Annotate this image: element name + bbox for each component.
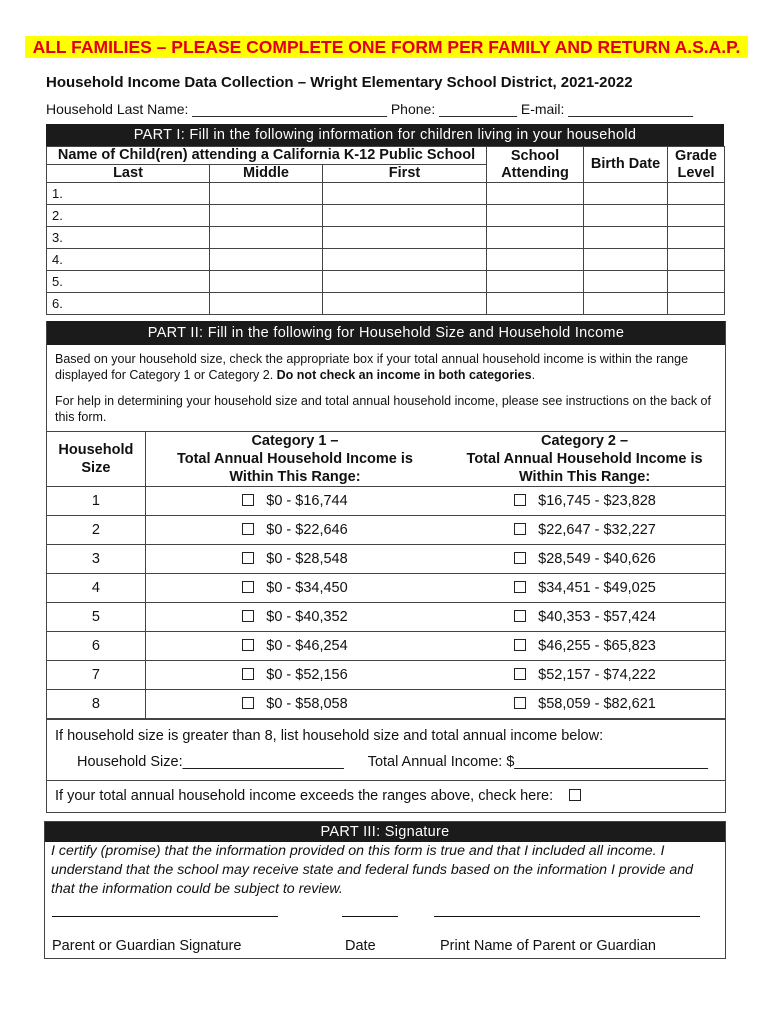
category2-checkbox[interactable] bbox=[514, 523, 526, 535]
income-row bbox=[47, 690, 725, 719]
category2-checkbox[interactable] bbox=[514, 697, 526, 709]
household-size-header: Household Size bbox=[47, 432, 145, 487]
income-row bbox=[47, 545, 725, 574]
instructions-warning: Do not check an income in both categories bbox=[276, 368, 532, 382]
birth-date-cell[interactable] bbox=[584, 249, 668, 271]
household-size-field[interactable]: Household Size:____________________ bbox=[77, 754, 344, 770]
category2-range: $46,255 - $65,823 bbox=[538, 638, 656, 654]
category2-option bbox=[444, 545, 725, 574]
grade-cell[interactable] bbox=[668, 227, 725, 249]
total-income-field[interactable]: Total Annual Income: $________________________ bbox=[367, 754, 708, 770]
school-cell[interactable] bbox=[487, 227, 584, 249]
name-group-header: Name of Child(ren) attending a California K-12 Public School bbox=[47, 147, 487, 165]
category1-range: $0 - $40,352 bbox=[266, 609, 348, 625]
category2-option bbox=[444, 603, 725, 632]
category2-subtitle: Total Annual Household Income is bbox=[466, 451, 703, 467]
print-name-label: Print Name of Parent or Guardian bbox=[440, 938, 656, 954]
birth-date-header: Birth Date bbox=[584, 147, 668, 183]
category2-range: $28,549 - $40,626 bbox=[538, 551, 656, 567]
income-row bbox=[47, 487, 725, 516]
exceeds-row bbox=[47, 780, 725, 812]
exceeds-checkbox[interactable] bbox=[569, 789, 581, 801]
instructions-paragraph bbox=[47, 345, 725, 383]
grade-cell[interactable] bbox=[668, 183, 725, 205]
category1-option bbox=[145, 545, 444, 574]
grade-cell[interactable] bbox=[668, 271, 725, 293]
category2-checkbox[interactable] bbox=[514, 610, 526, 622]
grade-cell[interactable] bbox=[668, 249, 725, 271]
child-row bbox=[47, 249, 725, 271]
category2-range: $22,647 - $32,227 bbox=[538, 522, 656, 538]
category1-option bbox=[145, 661, 444, 690]
income-table bbox=[47, 431, 725, 719]
child-row bbox=[47, 227, 725, 249]
child-last-cell[interactable] bbox=[47, 293, 210, 315]
grade-cell[interactable] bbox=[668, 205, 725, 227]
category1-range: $0 - $34,450 bbox=[266, 580, 348, 596]
child-first-cell[interactable] bbox=[323, 227, 487, 249]
date-label: Date bbox=[345, 938, 376, 954]
part2-header: PART II: Fill in the following for Household Size and Household Income bbox=[47, 321, 725, 345]
grade-cell[interactable] bbox=[668, 293, 725, 315]
category1-checkbox[interactable] bbox=[242, 552, 254, 564]
household-size-value: 4 bbox=[47, 574, 145, 603]
middle-name-header: Middle bbox=[210, 165, 323, 183]
category2-option bbox=[444, 690, 725, 719]
category1-option bbox=[145, 574, 444, 603]
category2-range: $58,059 - $82,621 bbox=[538, 696, 656, 712]
category1-title: Category 1 – bbox=[251, 433, 339, 449]
school-cell[interactable] bbox=[487, 205, 584, 227]
child-middle-cell[interactable] bbox=[210, 227, 323, 249]
child-middle-cell[interactable] bbox=[210, 205, 323, 227]
birth-date-cell[interactable] bbox=[584, 227, 668, 249]
signature-line[interactable] bbox=[52, 916, 278, 917]
child-last-cell[interactable] bbox=[47, 183, 210, 205]
category2-header bbox=[444, 432, 725, 487]
exceeds-text: If your total annual household income exceeds the ranges above, check here: bbox=[55, 788, 554, 804]
child-first-cell[interactable] bbox=[323, 271, 487, 293]
category2-range: $40,353 - $57,424 bbox=[538, 609, 656, 625]
children-table bbox=[46, 146, 725, 315]
category1-range: $0 - $16,744 bbox=[266, 493, 348, 509]
category1-checkbox[interactable] bbox=[242, 523, 254, 535]
category2-option bbox=[444, 516, 725, 545]
category2-title: Category 2 – bbox=[541, 433, 629, 449]
category1-subtitle: Total Annual Household Income is bbox=[176, 451, 413, 467]
category1-option bbox=[145, 516, 444, 545]
category2-checkbox[interactable] bbox=[514, 581, 526, 593]
school-attending-header: School Attending bbox=[487, 147, 584, 183]
certification-text: I certify (promise) that the information provided on this form is true and that I included all income. I understand that the school may receive state and federal funds based on the information I provide and that the information could be subject to review. bbox=[51, 843, 693, 897]
household-size-value: 1 bbox=[47, 487, 145, 516]
school-cell[interactable] bbox=[487, 249, 584, 271]
household-size-value: 6 bbox=[47, 632, 145, 661]
category1-option bbox=[145, 690, 444, 719]
child-first-cell[interactable] bbox=[323, 205, 487, 227]
birth-date-cell[interactable] bbox=[584, 293, 668, 315]
row-number: 4. bbox=[52, 252, 63, 267]
household-size-value: 2 bbox=[47, 516, 145, 545]
category1-option bbox=[145, 487, 444, 516]
category1-range: $0 - $58,058 bbox=[266, 696, 348, 712]
household-size-value: 8 bbox=[47, 690, 145, 719]
category1-range: $0 - $46,254 bbox=[266, 638, 348, 654]
instructions-text: Based on your household size, check the appropriate box if your total annual household income is within the range displayed for Category 1 or Category 2. bbox=[55, 352, 689, 382]
part1-header: PART I: Fill in the following information for children living in your household bbox=[46, 124, 724, 146]
category1-range: $0 - $22,646 bbox=[266, 522, 348, 538]
category1-range: $0 - $28,548 bbox=[266, 551, 348, 567]
income-row bbox=[47, 603, 725, 632]
child-first-cell[interactable] bbox=[323, 183, 487, 205]
category1-header bbox=[145, 432, 444, 487]
category1-range: $0 - $52,156 bbox=[266, 667, 348, 683]
child-last-cell[interactable] bbox=[47, 271, 210, 293]
child-middle-cell[interactable] bbox=[210, 293, 323, 315]
child-last-cell[interactable] bbox=[47, 205, 210, 227]
income-row bbox=[47, 661, 725, 690]
row-number: 6. bbox=[52, 296, 63, 311]
row-number: 3. bbox=[52, 230, 63, 245]
row-number: 5. bbox=[52, 274, 63, 289]
category2-range-label: Within This Range: bbox=[518, 469, 651, 485]
category2-checkbox[interactable] bbox=[514, 494, 526, 506]
child-middle-cell[interactable] bbox=[210, 183, 323, 205]
school-cell[interactable] bbox=[487, 271, 584, 293]
form-title: Household Income Data Collection – Wright Elementary School District, 2021-2022 bbox=[46, 74, 633, 91]
category1-range-label: Within This Range: bbox=[229, 469, 361, 485]
category1-checkbox[interactable] bbox=[242, 697, 254, 709]
grade-level-header: Grade Level bbox=[668, 147, 725, 183]
category1-option bbox=[145, 603, 444, 632]
school-cell[interactable] bbox=[487, 183, 584, 205]
help-paragraph: For help in determining your household size and total annual household income, please see instructions on the back of this form. bbox=[55, 394, 711, 424]
category2-range: $16,745 - $23,828 bbox=[538, 493, 656, 509]
birth-date-cell[interactable] bbox=[584, 205, 668, 227]
child-first-cell[interactable] bbox=[323, 249, 487, 271]
category1-checkbox[interactable] bbox=[242, 668, 254, 680]
category1-checkbox[interactable] bbox=[242, 639, 254, 651]
category1-option bbox=[145, 632, 444, 661]
category1-checkbox[interactable] bbox=[242, 581, 254, 593]
household-size-value: 3 bbox=[47, 545, 145, 574]
category1-checkbox[interactable] bbox=[242, 610, 254, 622]
last-name-header: Last bbox=[47, 165, 210, 183]
date-line[interactable] bbox=[342, 916, 398, 917]
school-cell[interactable] bbox=[487, 293, 584, 315]
household-size-value: 7 bbox=[47, 661, 145, 690]
part2-section bbox=[46, 321, 726, 813]
child-last-cell[interactable] bbox=[47, 227, 210, 249]
income-row bbox=[47, 516, 725, 545]
child-row bbox=[47, 271, 725, 293]
category2-option bbox=[444, 661, 725, 690]
part1-section bbox=[46, 124, 724, 315]
category2-option bbox=[444, 574, 725, 603]
category2-range: $52,157 - $74,222 bbox=[538, 667, 656, 683]
household-info-line: Household Last Name: _________________________ Phone: __________ E-mail: ________________ bbox=[46, 101, 693, 117]
banner: ALL FAMILIES – PLEASE COMPLETE ONE FORM PER FAMILY AND RETURN A.S.A.P. bbox=[25, 36, 748, 58]
birth-date-cell[interactable] bbox=[584, 271, 668, 293]
category2-checkbox[interactable] bbox=[514, 639, 526, 651]
category2-option bbox=[444, 487, 725, 516]
category2-checkbox[interactable] bbox=[514, 552, 526, 564]
child-middle-cell[interactable] bbox=[210, 271, 323, 293]
child-row bbox=[47, 183, 725, 205]
instructions-end: . bbox=[531, 368, 536, 382]
category2-checkbox[interactable] bbox=[514, 668, 526, 680]
income-row bbox=[47, 574, 725, 603]
category2-option bbox=[444, 632, 725, 661]
birth-date-cell[interactable] bbox=[584, 183, 668, 205]
over8-section bbox=[47, 719, 725, 780]
signature-label: Parent or Guardian Signature bbox=[52, 938, 242, 954]
child-last-cell[interactable] bbox=[47, 249, 210, 271]
row-number: 2. bbox=[52, 208, 63, 223]
household-size-value: 5 bbox=[47, 603, 145, 632]
child-row bbox=[47, 293, 725, 315]
child-middle-cell[interactable] bbox=[210, 249, 323, 271]
income-row bbox=[47, 632, 725, 661]
child-first-cell[interactable] bbox=[323, 293, 487, 315]
category2-range: $34,451 - $49,025 bbox=[538, 580, 656, 596]
part3-header: PART III: Signature bbox=[45, 822, 725, 842]
category1-checkbox[interactable] bbox=[242, 494, 254, 506]
over8-text: If household size is greater than 8, list household size and total annual income below: bbox=[55, 728, 604, 744]
child-row bbox=[47, 205, 725, 227]
first-name-header: First bbox=[323, 165, 487, 183]
row-number: 1. bbox=[52, 186, 63, 201]
print-name-line[interactable] bbox=[434, 916, 700, 917]
